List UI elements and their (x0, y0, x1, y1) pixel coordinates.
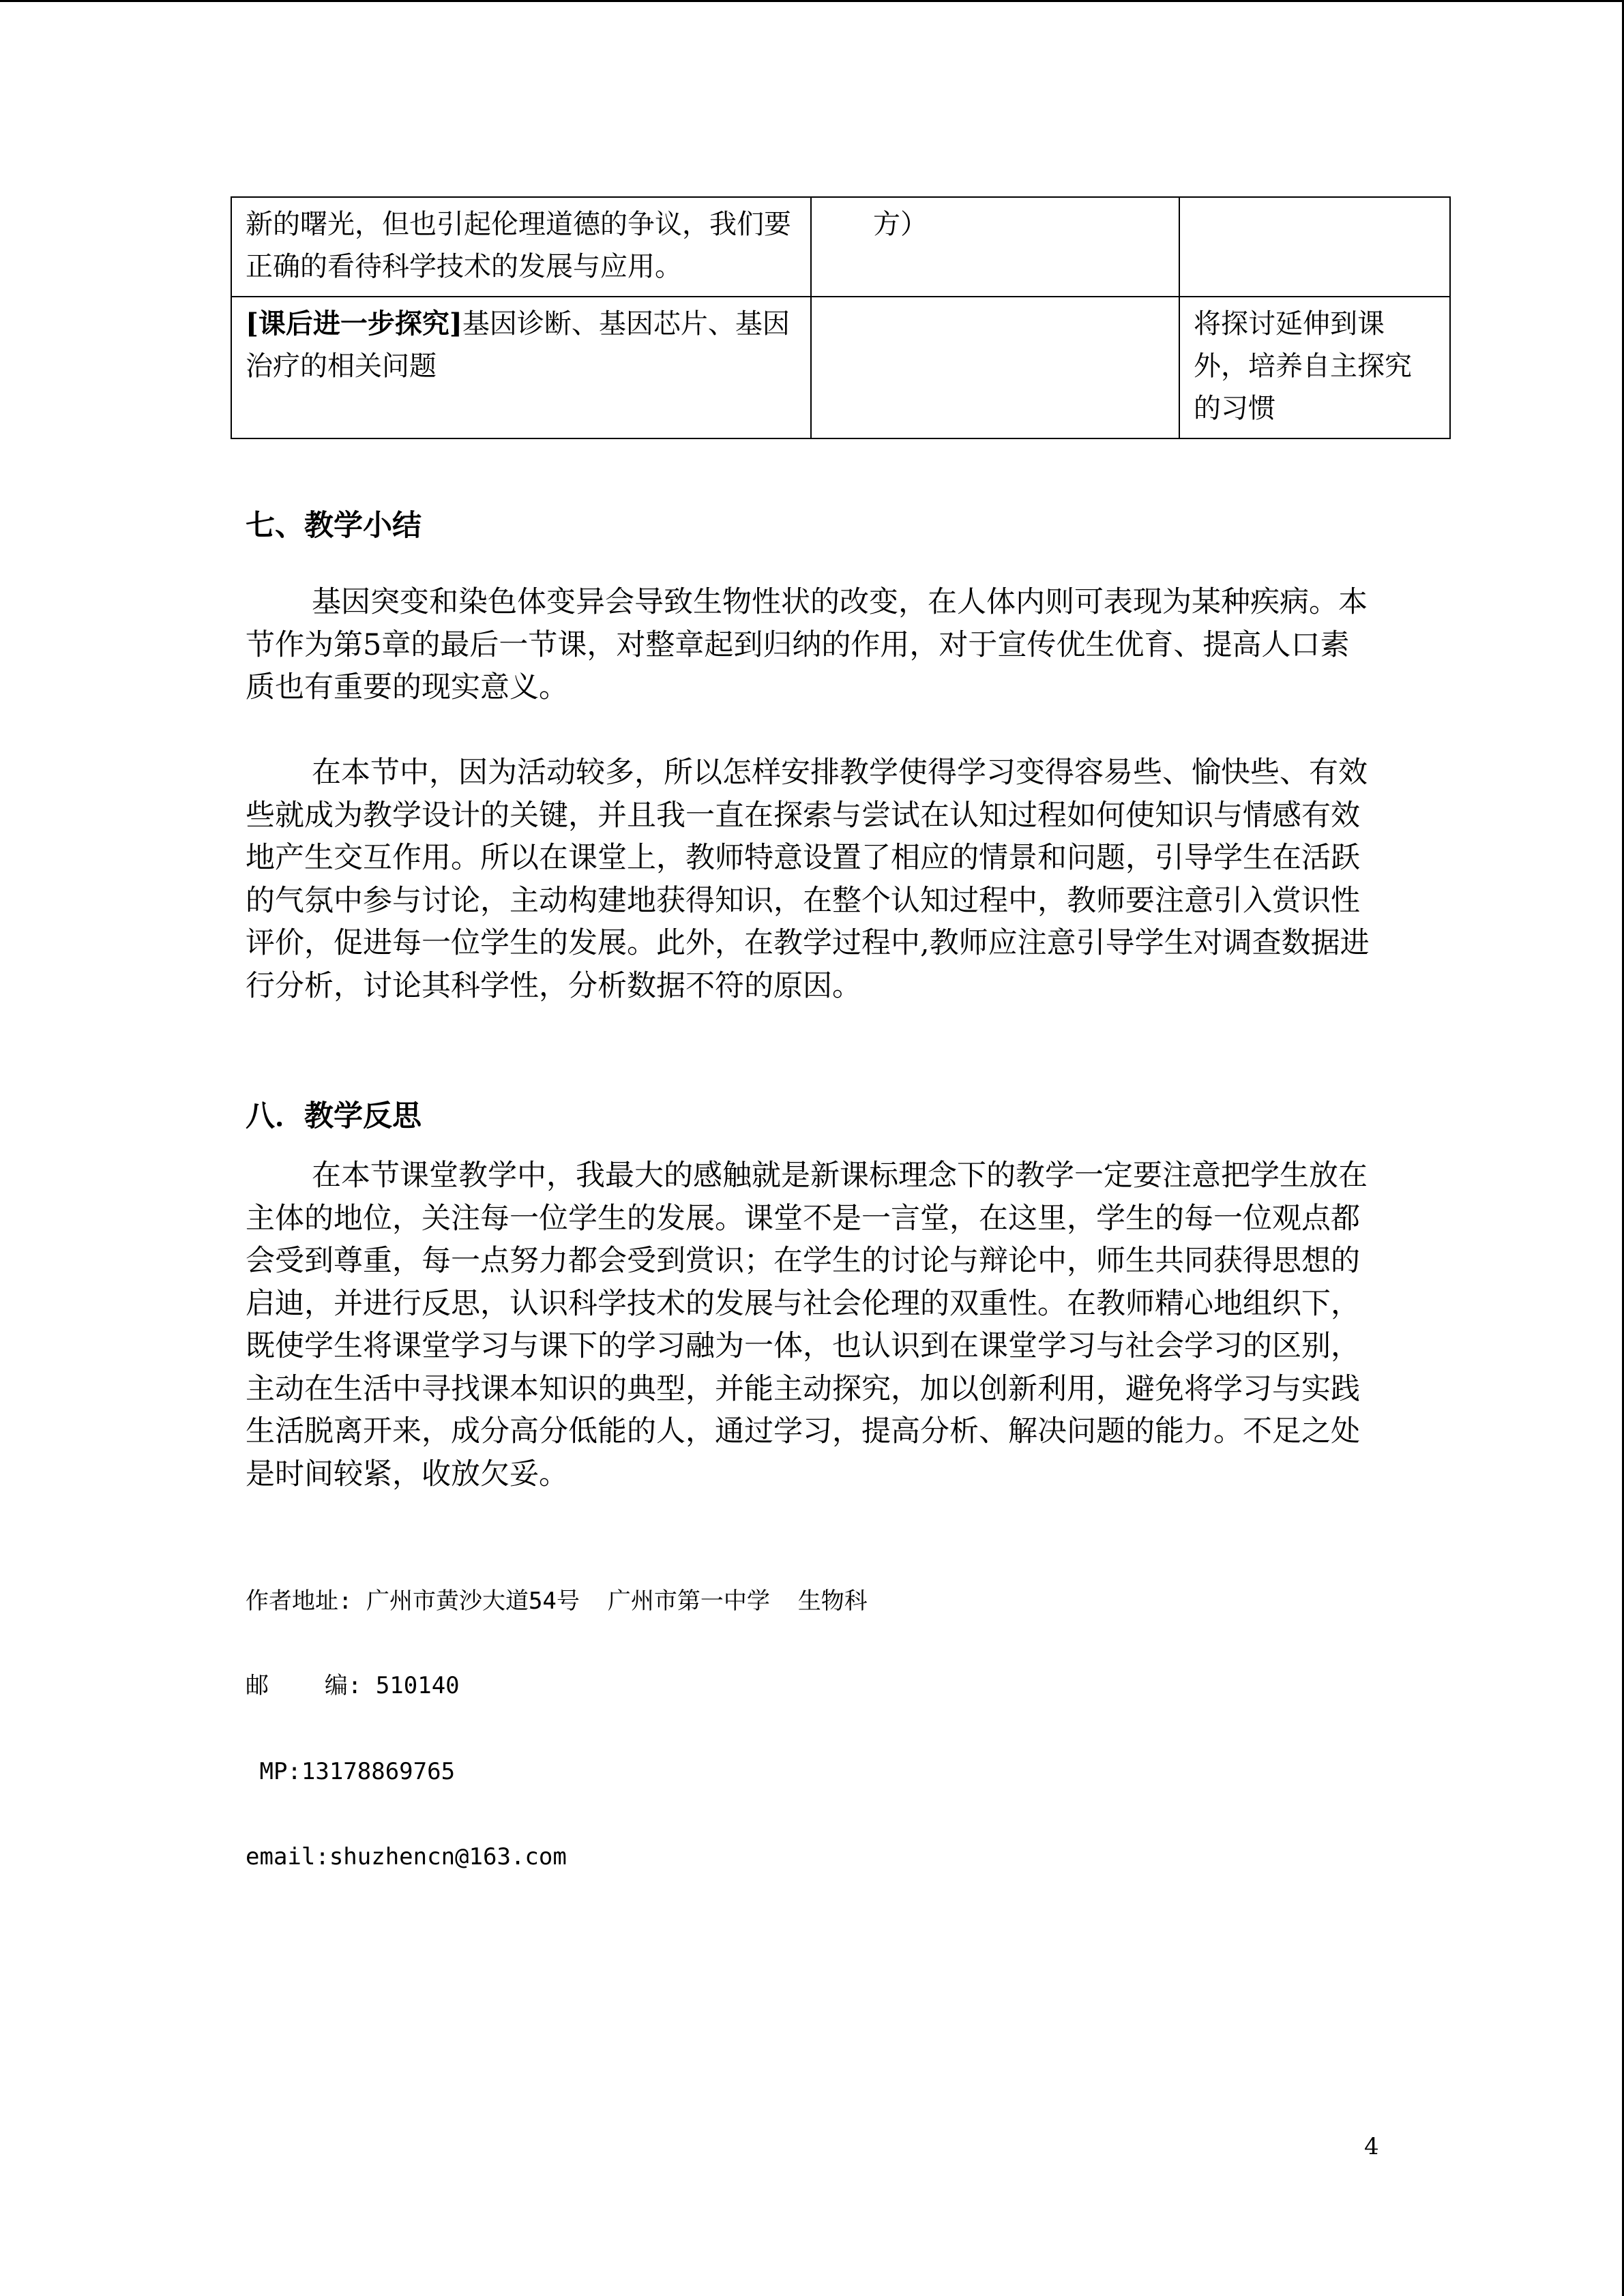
section-7-paragraph-1: 基因突变和染色体变异会导致生物性状的改变，在人体内则可表现为某种疾病。本节作为第5章的最后一节课，对整章起到归纳的作用，对于宣传优生优育、提高人口素质也有重要的现实意义。 (246, 585, 1368, 704)
table-cell: 新的曙光，但也引起伦理道德的争议，我们要正确的看待科学技术的发展与应用。 (231, 197, 811, 297)
page-border-top (0, 0, 1624, 2)
section-7-title: 七、教学小结 (246, 509, 422, 543)
author-address: 作者地址: 广州市黄沙大道54号 广州市第一中学 生物科 (246, 1587, 868, 1615)
postcode: 邮 编: 510140 (246, 1672, 460, 1699)
email-address: email:shuzhencn@163.com (246, 1843, 567, 1870)
inquiry-label: [课后进一步探究] (246, 308, 462, 340)
inquiry-text: 基因诊断、基因芯片、基因治疗的相关问题 (246, 308, 790, 382)
section-7-paragraph-2: 在本节中，因为活动较多，所以怎样安排教学使得学习变得容易些、愉快些、有效些就成为教学设计的关键，并且我一直在探索与尝试在认知过程如何使知识与情感有效地产生交互作用。所以在课堂上，教师特意设置了相应的情景和问题，引导学生在活跃的气氛中参与讨论，主动构建地获得知识，在整个认知过程中，教师要注意引入赏识性评价，促进每一位学生的发展。此外，在教学过程中,教师应注意引导学生对调查数据进行分析，讨论其科学性，分析数据不符的原因。 (246, 756, 1370, 1003)
page-number: 4 (1364, 2133, 1379, 2160)
lesson-table (231, 196, 1451, 439)
table-row (231, 297, 1450, 438)
table-cell (231, 297, 811, 438)
mobile-phone: MP:13178869765 (246, 1758, 456, 1785)
section-8-title: 八．教学反思 (246, 1099, 422, 1133)
table-row (231, 197, 1450, 297)
table-cell: 将探讨延伸到课外，培养自主探究的习惯 (1179, 297, 1450, 438)
table-cell: 方） (811, 197, 1179, 297)
section-8-paragraph-1: 在本节课堂教学中，我最大的感触就是新课标理念下的教学一定要注意把学生放在主体的地位，关注每一位学生的发展。课堂不是一言堂，在这里，学生的每一位观点都会受到尊重，每一点努力都会受到赏识；在学生的讨论与辩论中，师生共同获得思想的启迪，并进行反思，认识科学技术的发展与社会伦理的双重性。在教师精心地组织下，既使学生将课堂学习与课下的学习融为一体，也认识到在课堂学习与社会学习的区别，主动在生活中寻找课本知识的典型，并能主动探究，加以创新利用，避免将学习与实践生活脱离开来，成分高分低能的人，通过学习，提高分析、解决问题的能力。不足之处是时间较紧，收放欠妥。 (246, 1159, 1368, 1491)
table-cell (811, 297, 1179, 438)
table-cell (1179, 197, 1450, 297)
